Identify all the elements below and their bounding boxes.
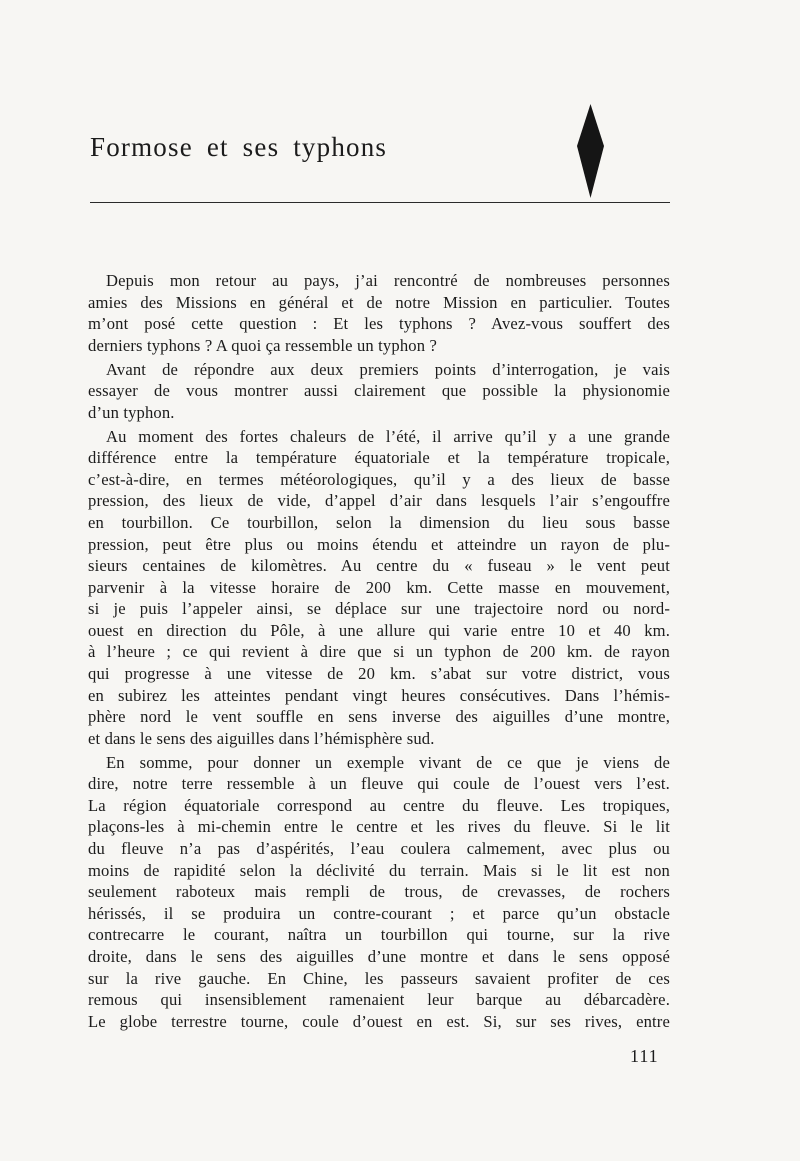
text-line: différence entre la température équatoriale et la température tropicale, (88, 448, 670, 468)
text-line: amies des Missions en général et de notre Mission en particulier. Toutes (88, 292, 670, 312)
paragraph (88, 359, 670, 424)
text-line: en subirez les atteintes pendant vingt heures consécutives. Dans l’hémis- (88, 685, 670, 705)
text-line: Le globe terrestre tourne, coule d’ouest en est. Si, sur ses rives, entre (88, 1011, 670, 1031)
text-line: moins de rapidité selon la déclivité du terrain. Mais si le lit est non (88, 860, 670, 880)
text-line: d’un typhon. (88, 402, 175, 422)
text-line: sieurs centaines de kilomètres. Au centre du « fuseau » le vent peut (88, 556, 670, 576)
text-line: du fleuve n’a pas d’aspérités, l’eau coulera calmement, avec plus ou (88, 839, 670, 858)
text-line: phère nord le vent souffle en sens inverse des aiguilles d’une montre, (88, 707, 670, 727)
paragraph (88, 270, 670, 356)
text-line: c’est-à-dire, en termes météorologiques, qu’il y a des lieux de basse (88, 469, 670, 489)
page-number: 111 (630, 1046, 659, 1066)
text-line: pression, peut être plus ou moins étendu et atteindre un rayon de plu- (88, 534, 670, 554)
text-line: m’ont posé cette question : Et les typhons ? Avez-vous souffert des (88, 314, 670, 334)
text-line: La région équatoriale correspond au centre du fleuve. Les tropiques, (88, 795, 670, 815)
text-line: Depuis mon retour au pays, j’ai rencontré de nombreuses personnes (106, 271, 670, 290)
text-line: Avant de répondre aux deux premiers points d’interrogation, je vais (106, 359, 670, 379)
text-line: Au moment des fortes chaleurs de l’été, il arrive qu’il y a une grande (106, 426, 670, 446)
text-line: hérissés, il se produira un contre-courant ; et parce qu’un obstacle (88, 903, 670, 923)
text-line: ouest en direction du Pôle, à une allure qui varie entre 10 et 40 km. (88, 620, 670, 640)
text-line: plaçons-les à mi-chemin entre le centre et les rives du fleuve. Si le lit (88, 817, 670, 837)
text-line: parvenir à la vitesse horaire de 200 km. Cette masse en mouvement, (88, 577, 670, 597)
text-line: pression, des lieux de vide, d’appel d’air dans lesquels l’air s’engouffre (88, 491, 670, 511)
text-line: et dans le sens des aiguilles dans l’hémisphère sud. (88, 728, 435, 748)
text-line: en tourbillon. Ce tourbillon, selon la dimension du lieu sous basse (88, 512, 670, 532)
text-line: contrecarre le courant, naîtra un tourbillon qui tourne, sur la rive (88, 925, 670, 945)
text-line: remous qui insensiblement ramenaient leur barque au débarcadère. (88, 990, 670, 1010)
text-line: En somme, pour donner un exemple vivant de ce que je viens de (106, 752, 670, 772)
paragraph (88, 426, 670, 750)
text-line: si je puis l’appeler ainsi, se déplace sur une trajectoire nord ou nord- (88, 599, 670, 619)
text-line: droite, dans le sens des aiguilles d’une montre et dans le sens opposé (88, 946, 670, 966)
chapter-title: Formose et ses typhons (90, 132, 388, 162)
text-line: qui progresse à une vitesse de 20 km. s’abat sur votre district, vous (88, 664, 670, 684)
title-divider (90, 202, 670, 203)
text-line: seulement raboteux mais rempli de trous, de crevasses, de rochers (88, 882, 670, 902)
text-line: sur la rive gauche. En Chine, les passeurs savaient profiter de ces (88, 968, 670, 988)
text-line: dire, notre terre ressemble à un fleuve qui coule de l’ouest vers l’est. (88, 774, 670, 794)
article-body (88, 270, 670, 1032)
text-line: essayer de vous montrer aussi clairement que possible la physionomie (88, 381, 670, 401)
text-line: derniers typhons ? A quoi ça ressemble un typhon ? (88, 335, 437, 355)
paragraph (88, 752, 670, 1033)
text-line: à l’heure ; ce qui revient à dire que si un typhon de 200 km. de rayon (88, 642, 670, 662)
diamond-ornament-icon (577, 104, 604, 198)
